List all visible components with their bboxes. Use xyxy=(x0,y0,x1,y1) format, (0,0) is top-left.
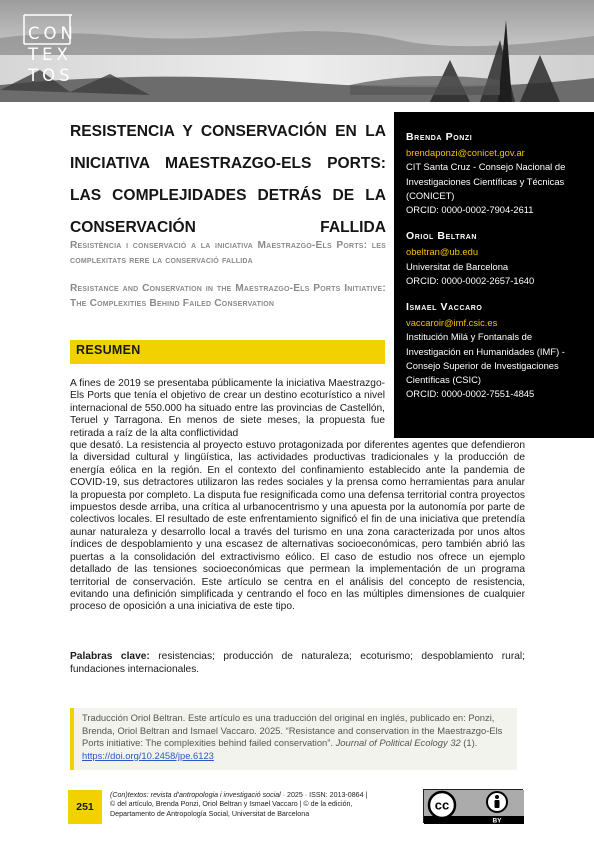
title-line: INICIATIVA MAESTRAZGO-ELS PORTS: xyxy=(70,155,386,172)
author-affiliation: Institución Milá y Fontanals de Investigación en Humanidades (IMF) - Consejo Superior de Investigaciones Científicas (CSIC) xyxy=(406,331,565,386)
contextos-logo xyxy=(22,12,86,84)
abstract-body xyxy=(70,378,525,614)
logo-row-3: TOS xyxy=(28,66,74,85)
page-number: 251 xyxy=(68,790,102,824)
author-affiliation: Universitat de Barcelona xyxy=(406,260,509,272)
abstract-paragraph-rest: que desató. La resistencia al proyecto estuvo protagonizada por diferentes agentes que defendieron la diversidad cultural y lingüística, las actividades productivas tradicionales y la producción de energía eólica en la región. En el contexto del confinamiento establecido ante la pandemia de COVID-19, sus detractores utilizaron las redes sociales y la prensa como herramientas para anular la propuesta por completo. La disputa fue resignificada como una defensa territorial contra proyectos impuestos desde arriba, una crítica al urbanocentrismo y una apuesta por la autonomía por parte de colectivos locales. El resultado de este enfrentamiento significó el fin de una iniciativa que pretendía aunar naturaleza y desarrollo local a través del turismo en una zona caracterizada por unos altos índices de despoblamiento y una escasez de alternativas socioeconómicas, pero también abrió las puertas a la consolidación del extractivismo eólico. El caso de estudio nos ofrece un ejemplo detallado de las tensiones socioeconómicas que permean la implementación de un programa territorial de conservación. Este artículo se centra en el análisis del concepto de resistencia, evitando una definición simplificada y centrando el foco en las múltiples dimensiones de cualquier proceso de oposición a una iniciativa de este tipo. xyxy=(70,440,525,613)
title-line: RESISTENCIA Y CONSERVACIÓN EN LA xyxy=(70,123,386,140)
footer-department: Departamento de Antropología Social, Universitat de Barcelona xyxy=(110,809,310,818)
translation-note xyxy=(70,708,517,770)
logo-row-1: CON xyxy=(28,24,77,43)
by-label: BY xyxy=(492,817,502,824)
keywords xyxy=(70,650,525,676)
resumen-heading: RESUMEN xyxy=(70,340,385,364)
footer-copyright: © del artículo, Brenda Ponzi, Oriol Beltran y Ismael Vaccaro | © de la edición, xyxy=(110,800,353,809)
cc-by-license-badge[interactable] xyxy=(423,789,523,823)
author-affiliation: CIT Santa Cruz - Consejo Nacional de Investigaciones Científicas y Técnicas (CONICET) xyxy=(406,161,566,201)
abstract-paragraph-start: A fines de 2019 se presentaba públicamente la iniciativa Maestrazgo-Els Ports que tenía el objetivo de crear un destino ecoturístico a nivel internacional de 550.000 ha situado entre las provincias de Castellón, Teruel y Tarragona. En menos de siete meses, la propuesta fue retirada a raíz de la alta conflictividad xyxy=(70,378,385,439)
footer-citation xyxy=(110,791,412,819)
translation-text: Traducción Oriol Beltran. Este artículo es una traducción del original en inglés, publicado en: Ponzi, Brenda, Oriol Beltran and Ismael Vaccaro. 2025. “Resistance and conservation in the Maestrazgo-Els Ports initiative: The complexities behind failed conservation”. xyxy=(82,712,503,749)
author-orcid: ORCID: 0000-0002-7904-2611 xyxy=(406,204,534,216)
author-block xyxy=(406,229,586,288)
doi-link[interactable]: https://doi.org/10.2458/jpe.6123 xyxy=(82,749,214,761)
author-name: Brenda Ponzi xyxy=(406,131,473,143)
title-line: CONSERVACIÓN FALLIDA xyxy=(70,219,386,236)
journal-title: Journal of Political Ecology 32 xyxy=(335,737,461,749)
header-photo xyxy=(0,0,594,102)
landscape-photo-icon xyxy=(0,0,594,102)
author-orcid: ORCID: 0000-0002-7551-4845 xyxy=(406,388,535,400)
journal-issue: (1). xyxy=(460,737,478,749)
cc-by-icon xyxy=(424,790,524,824)
footer-journal-name: (Con)textos: revista d’antropologia i investigació social xyxy=(110,791,281,799)
author-orcid: ORCID: 0000-0002-2657-1640 xyxy=(406,274,535,286)
author-name: Ismael Vaccaro xyxy=(406,301,483,314)
keywords-label: Palabras clave: xyxy=(70,651,150,662)
author-email-link[interactable]: brendaponzi@conicet.gov.ar xyxy=(406,147,525,159)
subtitle-english: Resistance and Conservation in the Maestrazgo-Els Ports Initiative: The Complexities Behind Failed Conservation xyxy=(70,283,386,309)
author-block xyxy=(406,130,586,217)
cc-text: cc xyxy=(434,797,450,813)
author-email-link[interactable]: obeltran@ub.edu xyxy=(406,246,479,258)
article-title xyxy=(70,116,386,244)
keywords-text: resistencias; producción de naturaleza; ecoturismo; despoblamiento rural; fundaciones internacionales. xyxy=(70,651,525,675)
title-line: LAS COMPLEJIDADES DETRÁS DE LA xyxy=(70,187,386,204)
author-name: Oriol Beltran xyxy=(406,230,478,243)
logo-row-2: TEX xyxy=(28,45,72,64)
author-email-link[interactable]: vaccaroir@imf.csic.es xyxy=(406,317,498,329)
footer-issn: · 2025 · ISSN: 2013-0864 | xyxy=(280,791,368,799)
subtitle-catalan: Resistència i conservació a la iniciativa Maestrazgo-Els Ports: les complexitats rere la conservació fallida xyxy=(70,240,386,266)
